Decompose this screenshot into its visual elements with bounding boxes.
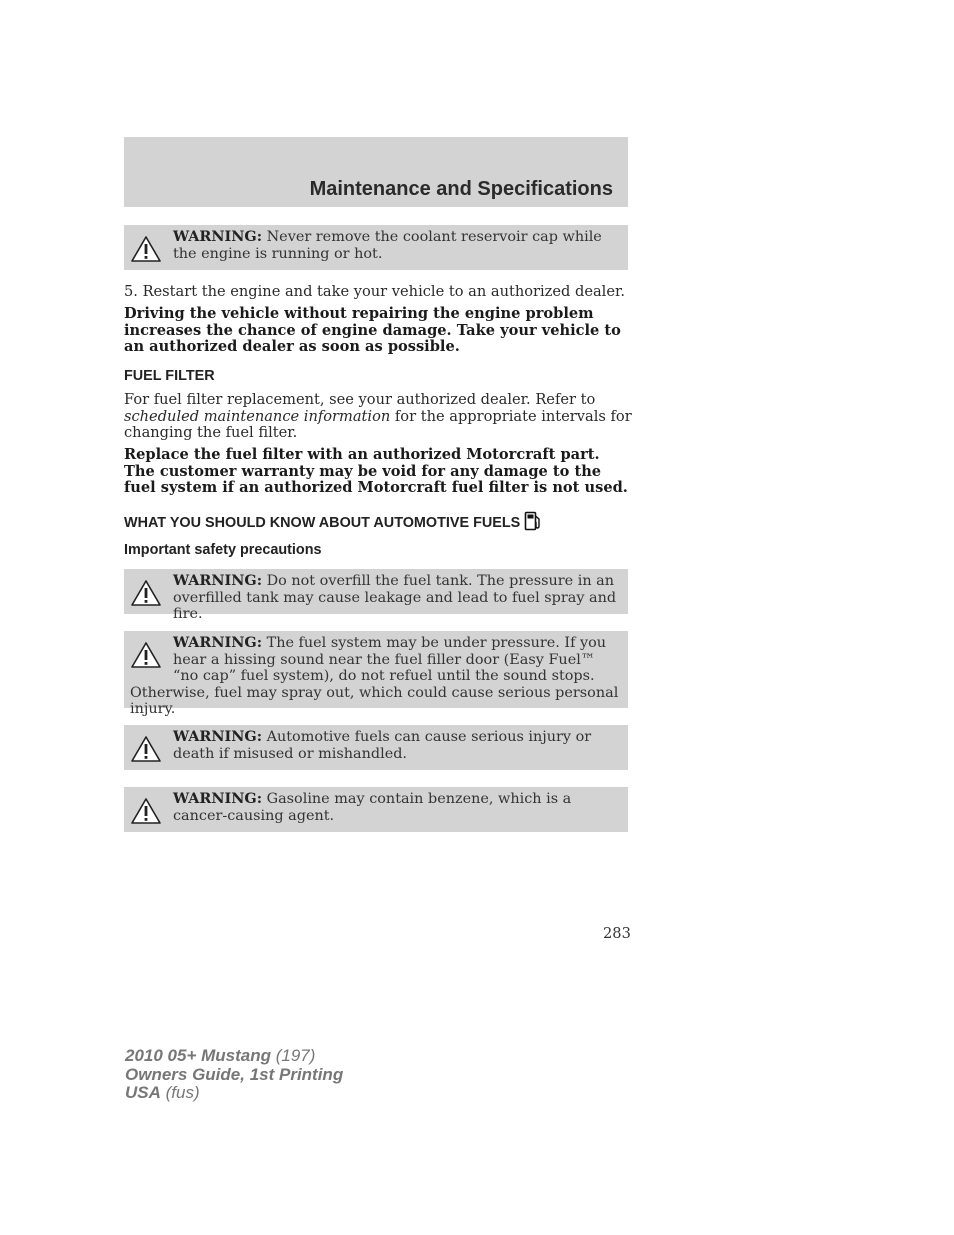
scheduled-maintenance-reference: scheduled maintenance information [124,407,391,425]
warning-label: WARNING: [173,634,263,651]
safety-precautions-heading: Important safety precautions [124,542,322,558]
warning-box-benzene [124,787,628,832]
page-number: 283 [603,925,631,942]
warning-label: WARNING: [173,572,263,589]
footer-line-3: USA (fus) [125,1083,200,1102]
footer-line-1: 2010 05+ Mustang (197) [125,1046,316,1065]
document-footer [125,1047,343,1103]
warning-triangle-icon [130,235,162,263]
warning-box-automotive-fuels [124,725,628,770]
warning-triangle-icon [130,797,162,825]
section-title: Maintenance and Specifications [309,178,613,200]
fuel-pump-icon [524,511,542,531]
section-header [124,137,628,207]
warning-triangle-icon [130,641,162,669]
warning-box-pressure [124,631,628,717]
step-5-text: 5. Restart the engine and take your vehicle to an authorized dealer. [124,283,625,300]
fuel-filter-heading: FUEL FILTER [124,368,215,384]
warning-label: WARNING: [173,228,263,245]
warning-label: WARNING: [173,728,263,745]
warning-text: Do not overfill the fuel tank. The pressure in an overfilled tank may cause leakage and lead to fuel spray and fire. [173,573,617,622]
warning-label: WARNING: [173,790,263,807]
automotive-fuels-heading-text: WHAT YOU SHOULD KNOW ABOUT AUTOMOTIVE FUELS [124,515,521,531]
footer-line-2: Owners Guide, 1st Printing [125,1064,344,1084]
warning-text: The fuel system may be under pressure. If you hear a hissing sound near the fuel filler door (Easy Fuel™ “no cap” fuel system), do not refuel until the sound stops. Otherwise, fuel may spray out, which could cause serious personal injury. [130,635,619,717]
warning-box-coolant [124,225,628,270]
automotive-fuels-heading [124,511,542,531]
warning-text: Never remove the coolant reservoir cap while the engine is running or hot. [173,229,602,262]
driving-notice: Driving the vehicle without repairing the engine problem increases the chance of engine damage. Take your vehicle to an authorized dealer as soon as possible. [124,305,621,356]
warning-triangle-icon [130,579,162,607]
fuel-filter-text: For fuel filter replacement, see your authorized dealer. Refer to scheduled maintenance information for the appropriate intervals for changing the fuel filter. [124,391,632,442]
warning-box-overfill [124,569,628,622]
warning-triangle-icon [130,735,162,763]
warning-text: Automotive fuels can cause serious injury or death if misused or mishandled. [173,729,592,762]
warning-text: Gasoline may contain benzene, which is a cancer-causing agent. [173,791,572,824]
fuel-filter-notice: Replace the fuel filter with an authorized Motorcraft part. The customer warranty may be void for any damage to the fuel system if an authorized Motorcraft fuel filter is not used. [124,446,628,497]
